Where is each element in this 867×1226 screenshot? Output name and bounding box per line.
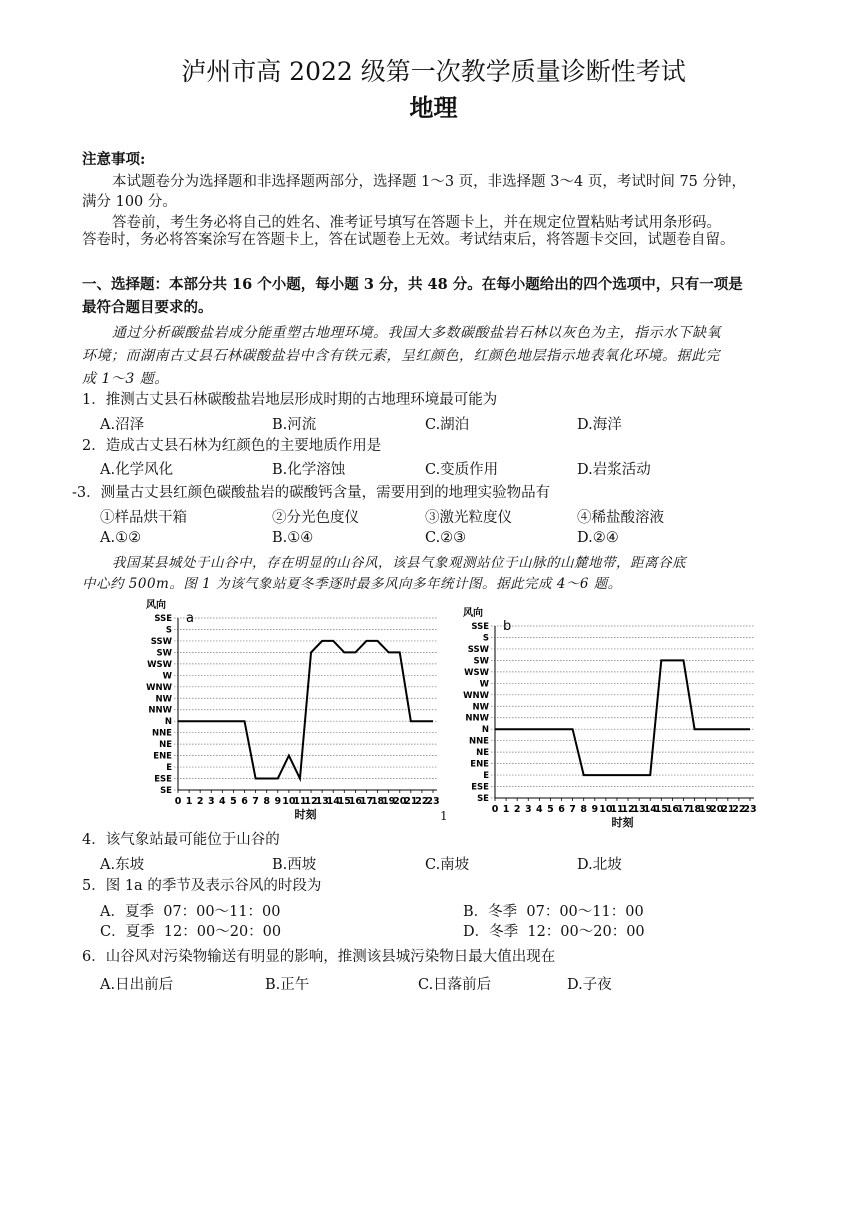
y-tick-label: SSW <box>467 644 489 655</box>
x-axis-title: 时刻 <box>611 816 634 829</box>
q3-item-3: ③激光粒度仪 <box>425 510 512 526</box>
x-tick-label: 6 <box>241 796 248 807</box>
y-tick-label: NNW <box>148 705 172 716</box>
notes-p2a: 答卷前，考生务必将自己的姓名、准考证号填写在答题卡上，并在规定位置粘贴考试用条形码。 <box>112 215 721 231</box>
q5-option-b[interactable]: B．冬季 07：00～11：00 <box>463 904 644 920</box>
x-tick-label: 9 <box>591 804 599 815</box>
x-tick-label: 12 <box>304 796 318 807</box>
y-tick-label: SE <box>477 794 489 804</box>
x-tick-label: 22 <box>415 796 429 807</box>
y-tick-label: SSW <box>150 636 172 647</box>
panel-label: b <box>503 619 512 634</box>
y-tick-label: NW <box>472 702 489 713</box>
x-tick-label: 2 <box>196 796 204 807</box>
q2-stem: 2．造成古丈县石林为红颜色的主要地质作用是 <box>82 438 382 454</box>
passage2-l1: 我国某县城处于山谷中，存在明显的山谷风，该县气象观测站位于山脉的山麓地带，距离谷底 <box>112 555 686 571</box>
q2-option-a[interactable]: A.化学风化 <box>100 462 174 478</box>
x-tick-label: 17 <box>359 796 374 807</box>
x-tick-label: 22 <box>732 804 746 815</box>
x-tick-label: 7 <box>569 804 576 815</box>
wind-direction-chart-b <box>445 598 755 838</box>
passage1-l2: 环境；而湖南古丈县石林碳酸盐岩中含有铁元素，呈红颜色，红颜色地层指示地表氧化环境。据此完 <box>82 348 720 364</box>
x-tick-label: 16 <box>665 804 680 815</box>
passage2-l2: 中心约 500m。图 1 为该气象站夏冬季逐时最多风向多年统计图。据此完成 4～6 题。 <box>82 576 622 592</box>
y-tick-label: SSE <box>471 622 489 632</box>
y-tick-label: NNE <box>151 728 172 739</box>
q3-option-c[interactable]: C.②③ <box>425 530 467 546</box>
x-tick-label: 11 <box>293 796 307 807</box>
passage1-l3: 成 1～3 题。 <box>82 371 169 387</box>
q1-option-a[interactable]: A.沼泽 <box>100 417 145 433</box>
q6-option-b[interactable]: B.正午 <box>265 977 310 993</box>
x-tick-label: 17 <box>676 804 691 815</box>
x-tick-label: 6 <box>558 804 565 815</box>
x-tick-label: 10 <box>282 796 296 807</box>
y-tick-label: ENE <box>470 759 489 770</box>
x-tick-label: 2 <box>513 804 521 815</box>
x-tick-label: 16 <box>348 796 363 807</box>
x-tick-label: 21 <box>404 796 418 807</box>
x-tick-label: 5 <box>547 804 554 815</box>
x-tick-label: 0 <box>174 796 182 807</box>
q3-item-4: ④稀盐酸溶液 <box>577 510 664 526</box>
notes-p1b: 满分 100 分。 <box>82 194 177 210</box>
q3-stem: -3．测量古丈县红颜色碳酸盐岩的碳酸钙含量，需要用到的地理实验物品有 <box>72 485 551 501</box>
q6-option-a[interactable]: A.日出前后 <box>100 977 174 993</box>
x-tick-label: 14 <box>326 796 340 807</box>
y-tick-label: S <box>482 633 489 644</box>
x-tick-label: 1 <box>502 804 510 815</box>
q6-option-d[interactable]: D.子夜 <box>567 977 612 993</box>
q5-option-d[interactable]: D．冬季 12：00～20：00 <box>463 924 645 940</box>
x-tick-label: 5 <box>230 796 237 807</box>
y-tick-label: NE <box>159 740 172 751</box>
y-tick-label: N <box>481 725 489 736</box>
y-axis-title: 风向 <box>146 600 166 611</box>
notes-p1a: 本试题卷分为选择题和非选择题两部分，选择题 1～3 页，非选择题 3～4 页，考试时间 75 分钟， <box>112 174 747 190</box>
y-tick-label: WSW <box>464 667 489 678</box>
q5-stem: 5．图 1a 的季节及表示谷风的时段为 <box>82 878 322 894</box>
y-tick-label: WSW <box>147 659 172 670</box>
x-tick-label: 14 <box>643 804 657 815</box>
x-tick-label: 18 <box>687 804 702 815</box>
section-heading-b: 最符合题目要求的。 <box>82 299 213 316</box>
q3-option-d[interactable]: D.②④ <box>577 530 619 546</box>
q2-option-c[interactable]: C.变质作用 <box>425 462 499 478</box>
y-tick-label: NNE <box>468 736 489 747</box>
q1-option-c[interactable]: C.湖泊 <box>425 417 470 433</box>
y-tick-label: ENE <box>153 751 172 762</box>
y-tick-label: WNW <box>146 682 172 693</box>
x-tick-label: 1 <box>185 796 193 807</box>
x-tick-label: 4 <box>219 796 226 807</box>
x-tick-label: 20 <box>393 796 407 807</box>
q3-item-1: ①样品烘干箱 <box>100 510 187 526</box>
x-tick-label: 10 <box>599 804 613 815</box>
y-tick-label: SW <box>473 656 489 667</box>
y-tick-label: NNW <box>465 713 489 724</box>
x-tick-label: 8 <box>263 796 271 807</box>
x-tick-label: 13 <box>315 796 329 807</box>
wind-direction-chart-a <box>128 590 438 830</box>
x-tick-label: 18 <box>370 796 385 807</box>
x-tick-label: 15 <box>337 796 351 807</box>
notes-heading: 注意事项: <box>82 151 146 168</box>
q6-stem: 6．山谷风对污染物输送有明显的影响，推测该县城污染物日最大值出现在 <box>82 949 556 965</box>
x-tick-label: 8 <box>580 804 588 815</box>
y-tick-label: ESE <box>471 782 489 793</box>
q4-option-b[interactable]: B.西坡 <box>272 857 317 873</box>
y-axis-title: 风向 <box>463 608 483 619</box>
x-tick-label: 19 <box>382 796 396 807</box>
y-tick-label: SW <box>156 648 172 659</box>
x-tick-label: 15 <box>654 804 668 815</box>
x-tick-label: 19 <box>699 804 713 815</box>
y-tick-label: S <box>165 625 172 636</box>
x-tick-label: 11 <box>610 804 624 815</box>
q4-stem: 4．该气象站最可能位于山谷的 <box>82 832 280 848</box>
x-tick-label: 23 <box>743 804 757 815</box>
y-tick-label: W <box>162 671 172 682</box>
x-tick-label: 4 <box>536 804 543 815</box>
x-tick-label: 7 <box>252 796 259 807</box>
x-tick-label: 20 <box>710 804 724 815</box>
y-tick-label: SSE <box>154 614 172 624</box>
q6-option-c[interactable]: C.日落前后 <box>418 977 492 993</box>
y-tick-label: ESE <box>154 774 172 785</box>
q1-option-d[interactable]: D.海洋 <box>577 417 622 433</box>
q2-option-d[interactable]: D.岩浆活动 <box>577 462 651 478</box>
x-axis-title: 时刻 <box>294 808 317 821</box>
q5-option-a[interactable]: A．夏季 07：00～11：00 <box>100 904 281 920</box>
y-tick-label: W <box>479 679 489 690</box>
x-tick-label: 3 <box>524 804 532 815</box>
page-marker: 1 <box>440 809 448 823</box>
q4-option-c[interactable]: C.南坡 <box>425 857 470 873</box>
passage1-l1: 通过分析碳酸盐岩成分能重塑古地理环境。我国大多数碳酸盐岩石林以灰色为主，指示水下缺氧 <box>112 325 721 341</box>
q5-option-c[interactable]: C．夏季 12：00～20：00 <box>100 924 282 940</box>
q4-option-d[interactable]: D.北坡 <box>577 857 622 873</box>
q1-option-b[interactable]: B.河流 <box>272 417 317 433</box>
q3-option-b[interactable]: B.①④ <box>272 530 314 546</box>
x-tick-label: 13 <box>632 804 646 815</box>
x-tick-label: 12 <box>621 804 635 815</box>
subject-title: 地理 <box>409 94 458 122</box>
x-tick-label: 21 <box>721 804 735 815</box>
y-tick-label: SE <box>160 786 172 796</box>
y-tick-label: N <box>164 717 172 728</box>
q3-option-a[interactable]: A.①② <box>100 530 142 546</box>
notes-p2b: 答卷时，务必将答案涂写在答题卡上，答在试题卷上无效。考试结束后，将答题卡交回，试题卷自留。 <box>82 232 735 248</box>
y-tick-label: WNW <box>463 690 489 701</box>
y-tick-label: E <box>166 763 172 774</box>
q2-option-b[interactable]: B.化学溶蚀 <box>272 462 346 478</box>
y-tick-label: NE <box>476 748 489 759</box>
q3-item-2: ②分光色度仪 <box>272 510 359 526</box>
x-tick-label: 23 <box>426 796 440 807</box>
exam-title: 泸州市高 2022 级第一次教学质量诊断性考试 <box>181 57 686 86</box>
x-tick-label: 0 <box>491 804 499 815</box>
y-tick-label: NW <box>155 694 172 705</box>
panel-label: a <box>186 611 194 626</box>
x-tick-label: 3 <box>207 796 215 807</box>
x-tick-label: 9 <box>274 796 282 807</box>
q4-option-a[interactable]: A.东坡 <box>100 857 145 873</box>
q1-stem: 1．推测古丈县石林碳酸盐岩地层形成时期的古地理环境最可能为 <box>82 392 498 408</box>
section-heading-a: 一、选择题：本部分共 16 个小题，每小题 3 分，共 48 分。在每小题给出的四个选项中，只有一项是 <box>82 276 743 293</box>
y-tick-label: E <box>483 771 489 782</box>
